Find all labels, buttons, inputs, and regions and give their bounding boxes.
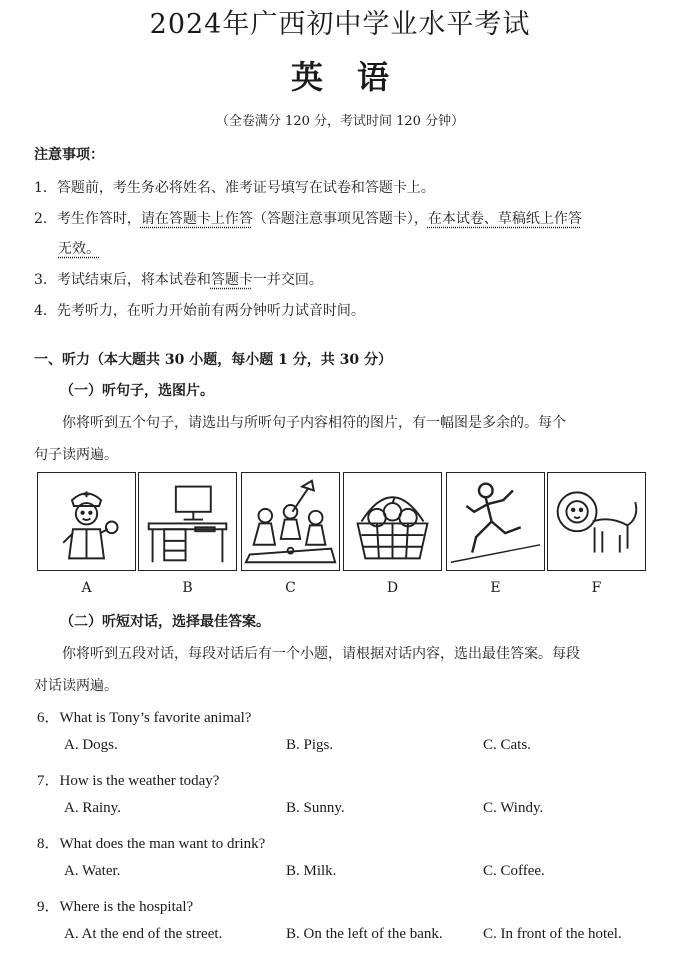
notice-item-2-emphasis: 在本试卷、草稿纸上作答: [427, 211, 582, 227]
exam-title: 2024年广西初中学业水平考试: [149, 9, 531, 40]
computer-desk-icon: [139, 473, 236, 570]
notice-item-3-part: 一并交回。: [252, 272, 323, 288]
part-1-heading: （一）听句子，选图片。: [60, 383, 214, 399]
picture-d: [343, 472, 442, 571]
notice-item-2-cont: [58, 238, 100, 258]
question-number: 9．: [37, 899, 60, 915]
option-c: C. Coffee.: [483, 863, 545, 879]
notice-item-2-part: （答题注意事项见答题卡），: [252, 211, 428, 227]
picture-b: [138, 472, 237, 571]
question-6: [37, 706, 251, 727]
option-a: A. Water.: [64, 863, 121, 879]
notice-item-1: 1．答题前，考生务必将姓名、准考证号填写在试卷和答题卡上。: [34, 180, 435, 196]
notice-item-2-emphasis: 请在答题卡上作答: [140, 211, 253, 227]
question-8: [37, 832, 265, 853]
question-text: How is the weather today?: [59, 773, 220, 789]
apple-basket-icon: [344, 473, 441, 570]
notice-item-2: [34, 208, 582, 228]
picture-label: C: [285, 580, 296, 596]
part-1-instruction-cont: 句子读两遍。: [34, 447, 118, 463]
runner-icon: [447, 473, 544, 570]
question-number: 6．: [37, 710, 60, 726]
option-c: C. In front of the hotel.: [483, 926, 622, 942]
question-text: What is Tony’s favorite animal?: [59, 710, 252, 726]
question-number: 8．: [37, 836, 60, 852]
exam-info: （全卷满分 120 分，考试时间 120 分钟）: [215, 114, 465, 129]
notice-item-3: [34, 269, 323, 289]
question-7: [37, 769, 219, 790]
option-a: A. Rainy.: [64, 800, 121, 816]
lion-icon: [548, 473, 645, 570]
notice-item-2-part: 2．考生作答时，: [34, 211, 141, 227]
question-text: Where is the hospital?: [59, 899, 194, 915]
part-2-instruction: 你将听到五段对话，每段对话后有一个小题，请根据对话内容，选出最佳答案。每段: [62, 646, 580, 662]
part-2-heading: （二）听短对话，选择最佳答案。: [60, 614, 270, 630]
option-b: B. Milk.: [286, 863, 337, 879]
notice-item-4: 4．先考听力，在听力开始前有两分钟听力试音时间。: [34, 303, 365, 319]
picture-f: [547, 472, 646, 571]
part-2-instruction-cont: 对话读两遍。: [34, 678, 118, 694]
notice-item-3-emphasis: 答题卡: [210, 272, 253, 288]
option-c: C. Cats.: [483, 737, 531, 753]
option-a: A. Dogs.: [64, 737, 118, 753]
doctor-icon: [38, 473, 135, 570]
notice-heading: 注意事项：: [34, 147, 104, 163]
option-b: B. Pigs.: [286, 737, 334, 753]
option-a: A. At the end of the street.: [64, 926, 223, 942]
picture-label: A: [81, 580, 92, 596]
part-1-instruction: 你将听到五个句子，请选出与所听句子内容相符的图片，有一幅图是多余的。每个: [62, 415, 566, 431]
picnic-icon: [242, 473, 339, 570]
notice-item-3-part: 3．考试结束后，将本试卷和: [34, 272, 211, 288]
option-c: C. Windy.: [483, 800, 544, 816]
picture-label: E: [490, 580, 501, 596]
subject-title: 英语: [290, 58, 423, 96]
picture-a: [37, 472, 136, 571]
picture-label: D: [386, 580, 399, 596]
picture-e: [446, 472, 545, 571]
question-text: What does the man want to drink?: [59, 836, 266, 852]
option-b: B. Sunny.: [286, 800, 345, 816]
picture-c: [241, 472, 340, 571]
picture-label: B: [182, 580, 193, 596]
notice-item-2-emphasis: 无效。: [58, 241, 100, 257]
question-number: 7．: [37, 773, 60, 789]
section-1-heading: 一、听力（本大题共 30 小题，每小题 1 分，共 30 分）: [34, 352, 392, 368]
option-b: B. On the left of the bank.: [286, 926, 443, 942]
question-9: [37, 895, 193, 916]
picture-label: F: [591, 580, 602, 596]
